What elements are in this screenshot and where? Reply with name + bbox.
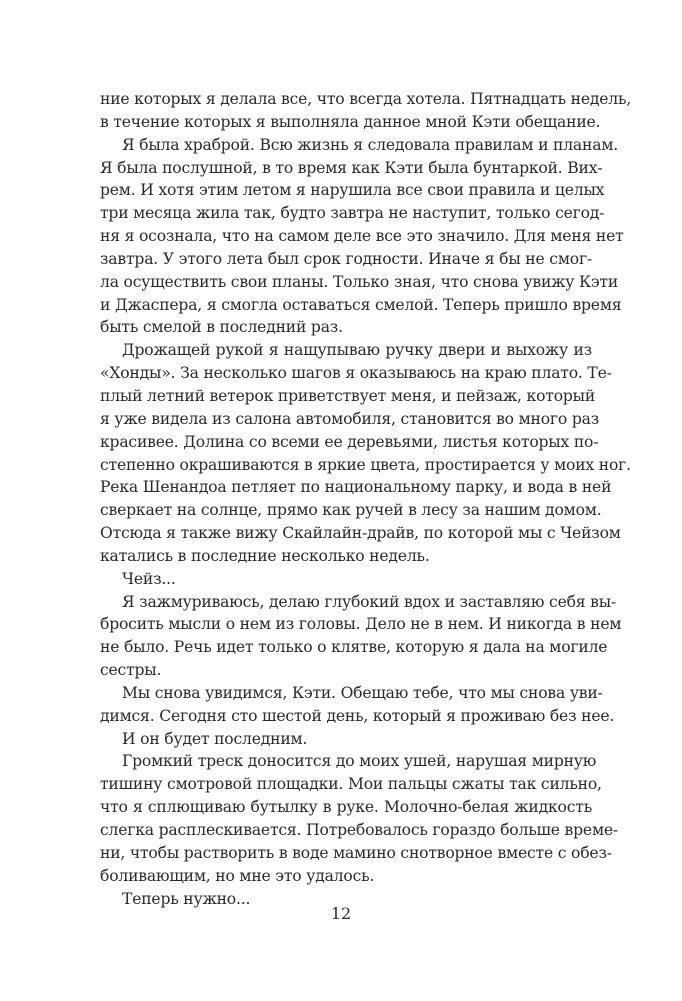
text-line: три месяца жила так, будто завтра не наступит, только сегод- xyxy=(100,204,605,223)
text-line: Мы снова увидимся, Кэти. Обещаю тебе, что мы снова уви- xyxy=(122,683,603,702)
text-line: быть смелой в последний раз. xyxy=(100,318,343,337)
text-line: Река Шенандоа петляет по национальному парку, и вода в ней xyxy=(100,478,612,497)
text-line: Чейз... xyxy=(122,569,176,588)
text-line: «Хонды». За несколько шагов я оказываюсь на краю плато. Те- xyxy=(100,364,612,383)
text-line: что я сплющиваю бутылку в руке. Молочно-белая жидкость xyxy=(100,798,592,817)
page-body-text xyxy=(100,88,632,910)
text-line: Теперь нужно... xyxy=(122,889,251,908)
text-line: сестры. xyxy=(100,661,162,680)
text-line: рем. И хотя этим летом я нарушила все свои правила и целых xyxy=(100,181,605,200)
text-line: в течение которых я выполняла данное мной Кэти обещание. xyxy=(100,112,601,131)
text-line: Отсюда я также вижу Скайлайн-драйв, по которой мы с Чейзом xyxy=(100,524,621,543)
text-line: димся. Сегодня сто шестой день, который я проживаю без нее. xyxy=(100,706,615,725)
text-line: бросить мысли о нем из головы. Дело не в нем. И никогда в нем xyxy=(100,615,622,634)
text-line: слегка расплескивается. Потребовалось гораздо больше време- xyxy=(100,821,618,839)
text-line: боливающим, но мне это удалось. xyxy=(100,866,375,885)
text-line: степенно окрашиваются в яркие цвета, простирается у моих ног. xyxy=(100,455,631,474)
text-line: Громкий треск доносится до моих ушей, нарушая мирную xyxy=(122,752,597,771)
text-line: ни, чтобы растворить в воде мамино снотворное вместе с обез- xyxy=(100,843,612,862)
page-number: 12 xyxy=(330,904,352,923)
text-line: Я была послушной, в то время как Кэти была бунтаркой. Вих- xyxy=(100,158,603,177)
text-line: не было. Речь идет только о клятве, которую я дала на могиле xyxy=(100,638,608,657)
text-line: завтра. У этого лета был срок годности. Иначе я бы не смог- xyxy=(100,249,592,268)
text-line: сверкает на солнце, прямо как ручей в лесу за нашим домом. xyxy=(100,501,602,520)
text-line: катались в последние несколько недель. xyxy=(100,546,430,565)
text-line: И он будет последним. xyxy=(122,729,308,748)
text-line: Я была храброй. Всю жизнь я следовала правилам и планам. xyxy=(122,135,619,154)
text-line: плый летний ветерок приветствует меня, и пейзаж, который xyxy=(100,386,596,405)
text-line: ла осуществить свои планы. Только зная, что снова увижу Кэти xyxy=(100,272,619,291)
text-line: я уже видела из салона автомобиля, становится во много раз xyxy=(100,409,600,428)
text-line: ние которых я делала все, что всегда хотела. Пятнадцать недель, xyxy=(100,90,632,108)
text-line: Я зажмуриваюсь, делаю глубокий вдох и заставляю себя вы- xyxy=(122,592,617,611)
text-line: красивее. Долина со всеми ее деревьями, листья которых по- xyxy=(100,432,599,451)
text-line: тишину смотровой площадки. Мои пальцы сжаты так сильно, xyxy=(100,775,602,794)
text-line: и Джаспера, я смогла оставаться смелой. Теперь пришло время xyxy=(100,295,622,314)
text-line: ня я осознала, что на самом деле все это значило. Для меня нет xyxy=(100,227,624,246)
text-line: Дрожащей рукой я нащупываю ручку двери и выхожу из xyxy=(122,341,592,360)
